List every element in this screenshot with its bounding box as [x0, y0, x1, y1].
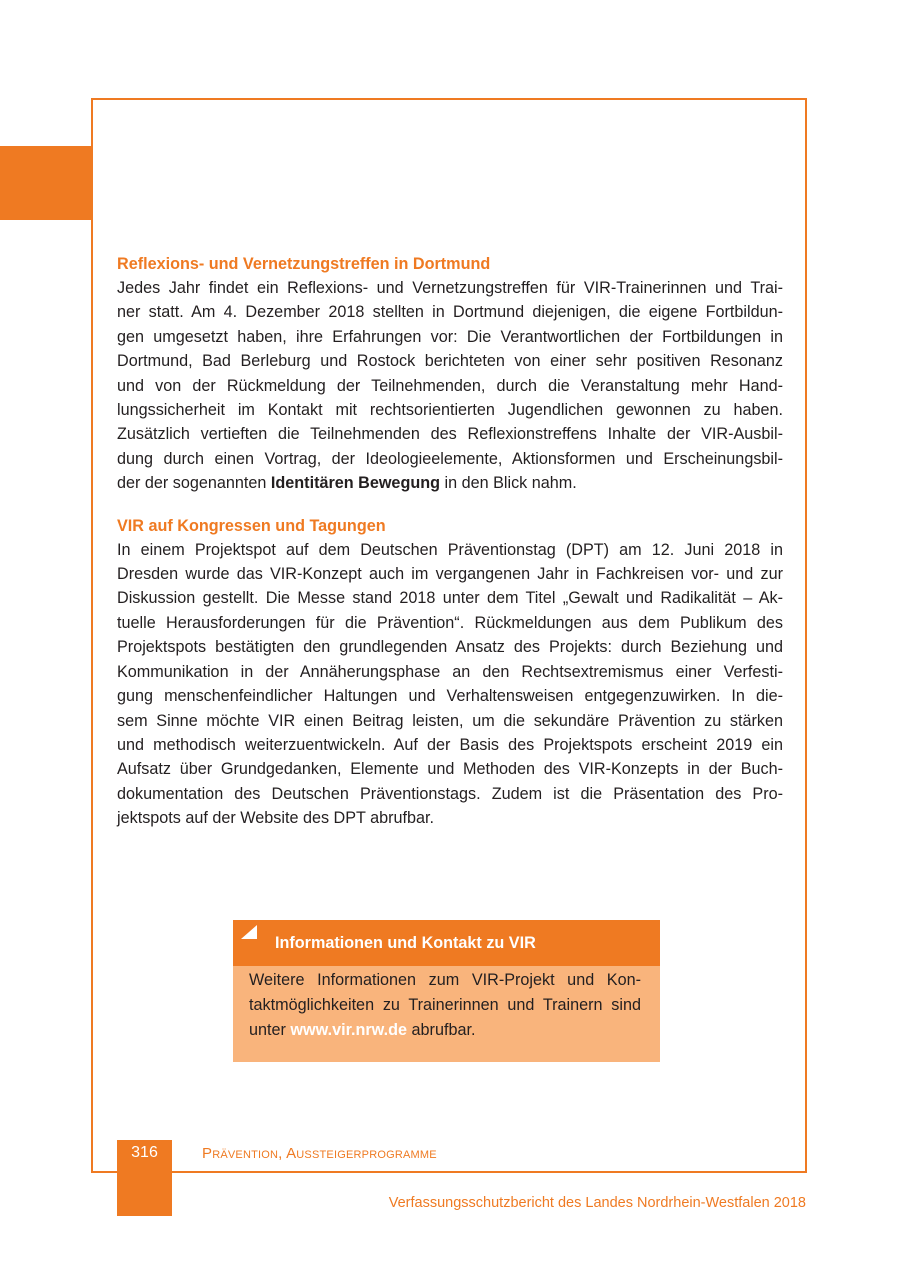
text-fragment: abrufbar. — [407, 1021, 476, 1039]
text-line: gung menschenfeindlicher Haltungen und Verhaltensweisen entgegenzuwirken. In die- — [117, 687, 783, 706]
info-box — [233, 920, 660, 1062]
emphasis-term: Identitären Bewegung — [270, 474, 440, 493]
running-section-title: Prävention, Aussteigerprogramme — [202, 1145, 437, 1162]
text-line: Jedes Jahr findet ein Reflexions- und Vernetzungstreffen für VIR-Trainerinnen und Trai- — [117, 279, 783, 297]
text-line: In einem Projektspot auf dem Deutschen Präventionstag (DPT) am 12. Juni 2018 in — [117, 540, 783, 559]
text-line: und methodisch weiterzuentwickeln. Auf der Basis des Projektspots erscheint 2019 ein — [117, 735, 783, 754]
website-link[interactable]: www.vir.nrw.de — [290, 1021, 408, 1039]
text-line: dung durch einen Vortrag, der Ideologieelemente, Aktionsformen und Erscheinungsbil- — [117, 449, 783, 468]
chapter-marker-tab — [0, 146, 92, 220]
text-line: gen umgesetzt haben, ihre Erfahrungen vor: Die Verantwortlichen der Fortbildungen in — [117, 327, 783, 346]
text-line: lungssicherheit im Kontakt mit rechtsorientierten Jugendlichen gewonnen zu haben. — [117, 401, 783, 420]
text-line: und von der Rückmeldung der Teilnehmenden, durch die Veranstaltung mehr Hand- — [117, 376, 783, 395]
info-box-body — [249, 968, 641, 1043]
info-box-header — [233, 920, 660, 966]
text-fragment: in den Blick nahm. — [440, 474, 577, 493]
footer-publication-title: Verfassungsschutzbericht des Landes Nordrhein-Westfalen 2018 — [388, 1195, 806, 1211]
corner-triangle-icon — [241, 925, 257, 939]
section-heading-kongresse: VIR auf Kongressen und Tagungen — [117, 516, 386, 535]
text-line: Diskussion gestellt. Die Messe stand 2018 unter dem Titel „Gewalt und Radikalität – Ak- — [117, 589, 783, 608]
text-line: dokumentation des Deutschen Präventionstags. Zudem ist die Präsentation des Pro- — [117, 784, 783, 803]
paragraph-reflexion — [117, 276, 783, 496]
text-fragment: unter — [249, 1021, 291, 1039]
paragraph-kongresse — [117, 538, 783, 831]
page-number: 316 — [131, 1144, 158, 1161]
text-line: ner statt. Am 4. Dezember 2018 stellten in Dortmund diejenigen, die eigene Fortbildun- — [117, 303, 783, 322]
text-line: jektspots auf der Website des DPT abrufbar. — [117, 809, 435, 828]
text-line: Kommunikation in der Annäherungsphase an den Rechtsextremismus einer Verfesti- — [117, 662, 783, 681]
text-line: taktmöglichkeiten zu Trainerinnen und Trainern sind — [249, 996, 641, 1014]
text-line: tuelle Herausforderungen für die Prävention“. Rückmeldungen aus dem Publikum des — [117, 613, 783, 632]
text-line: Weitere Informationen zum VIR-Projekt und Kon- — [249, 971, 641, 989]
text-fragment: der der sogenannten — [117, 474, 271, 493]
text-line: Dortmund, Bad Berleburg und Rostock berichteten von einer sehr positiven Resonanz — [117, 352, 783, 371]
text-line: Aufsatz über Grundgedanken, Elemente und Methoden des VIR-Konzepts in der Buch- — [117, 760, 783, 779]
text-line — [249, 1018, 641, 1043]
main-content — [117, 252, 783, 831]
info-box-title: Informationen und Kontakt zu VIR — [275, 934, 536, 952]
text-line: Zusätzlich vertieften die Teilnehmenden des Reflexionstreffens Inhalte der VIR-Ausbil- — [117, 425, 783, 444]
text-line: sem Sinne möchte VIR einen Beitrag leisten, um die sekundäre Prävention zu stärken — [117, 711, 783, 730]
text-line: Dresden wurde das VIR-Konzept auch im vergangenen Jahr in Fachkreisen vor- und zur — [117, 565, 783, 584]
text-line: Projektspots bestätigten den grundlegenden Ansatz des Projekts: durch Beziehung und — [117, 638, 783, 657]
section-heading-reflexion: Reflexions- und Vernetzungstreffen in Dortmund — [117, 255, 491, 273]
text-line — [117, 471, 783, 495]
